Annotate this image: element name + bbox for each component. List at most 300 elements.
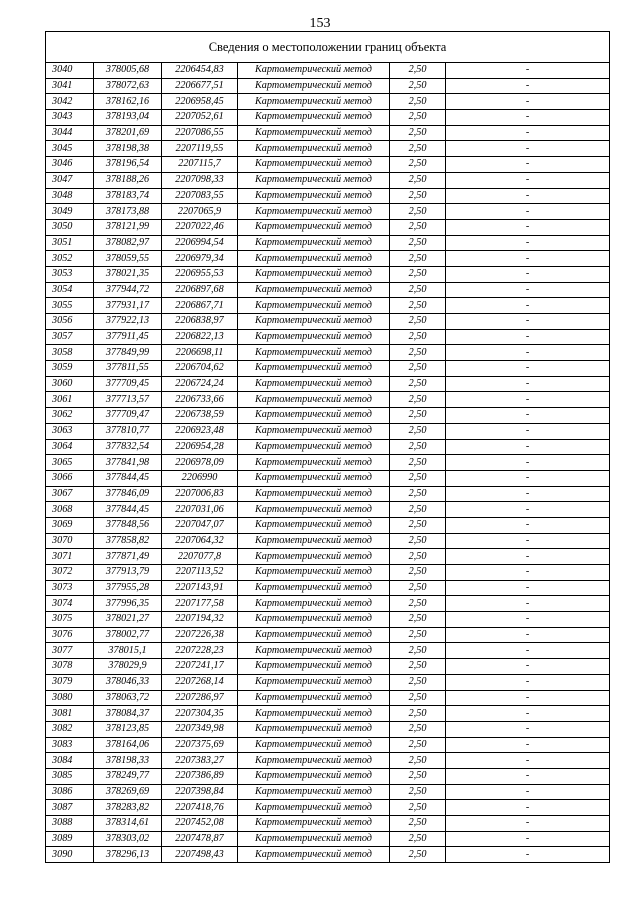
x-coordinate-cell: 378015,1 <box>94 643 162 659</box>
method-cell: Картометрический метод <box>238 847 390 863</box>
precision-cell: 2,50 <box>390 439 446 455</box>
precision-cell: 2,50 <box>390 204 446 220</box>
method-cell: Картометрический метод <box>238 361 390 377</box>
note-cell: - <box>446 549 610 565</box>
method-cell: Картометрический метод <box>238 141 390 157</box>
note-cell: - <box>446 314 610 330</box>
precision-cell: 2,50 <box>390 612 446 628</box>
precision-cell: 2,50 <box>390 659 446 675</box>
point-number-cell: 3070 <box>46 533 94 549</box>
y-coordinate-cell: 2206738,59 <box>162 408 238 424</box>
x-coordinate-cell: 377955,28 <box>94 580 162 596</box>
precision-cell: 2,50 <box>390 549 446 565</box>
note-cell: - <box>446 204 610 220</box>
note-cell: - <box>446 110 610 126</box>
precision-cell: 2,50 <box>390 455 446 471</box>
x-coordinate-cell: 378201,69 <box>94 125 162 141</box>
note-cell: - <box>446 345 610 361</box>
table-row <box>46 125 610 141</box>
y-coordinate-cell: 2206954,28 <box>162 439 238 455</box>
table-row <box>46 470 610 486</box>
y-coordinate-cell: 2207098,33 <box>162 172 238 188</box>
precision-cell: 2,50 <box>390 502 446 518</box>
x-coordinate-cell: 377811,55 <box>94 361 162 377</box>
y-coordinate-cell: 2207047,07 <box>162 517 238 533</box>
table-row <box>46 533 610 549</box>
method-cell: Картометрический метод <box>238 753 390 769</box>
precision-cell: 2,50 <box>390 78 446 94</box>
y-coordinate-cell: 2207031,06 <box>162 502 238 518</box>
table-row <box>46 674 610 690</box>
x-coordinate-cell: 378162,16 <box>94 94 162 110</box>
x-coordinate-cell: 377996,35 <box>94 596 162 612</box>
y-coordinate-cell: 2206979,34 <box>162 251 238 267</box>
note-cell: - <box>446 690 610 706</box>
y-coordinate-cell: 2207226,38 <box>162 627 238 643</box>
y-coordinate-cell: 2206838,97 <box>162 314 238 330</box>
table-row <box>46 643 610 659</box>
y-coordinate-cell: 2206990 <box>162 470 238 486</box>
x-coordinate-cell: 378021,27 <box>94 612 162 628</box>
x-coordinate-cell: 377844,45 <box>94 502 162 518</box>
y-coordinate-cell: 2207228,23 <box>162 643 238 659</box>
table-row <box>46 94 610 110</box>
precision-cell: 2,50 <box>390 329 446 345</box>
method-cell: Картометрический метод <box>238 219 390 235</box>
table-row <box>46 376 610 392</box>
table-row <box>46 314 610 330</box>
precision-cell: 2,50 <box>390 125 446 141</box>
precision-cell: 2,50 <box>390 376 446 392</box>
note-cell: - <box>446 94 610 110</box>
method-cell: Картометрический метод <box>238 580 390 596</box>
note-cell: - <box>446 517 610 533</box>
y-coordinate-cell: 2206822,13 <box>162 329 238 345</box>
method-cell: Картометрический метод <box>238 266 390 282</box>
y-coordinate-cell: 2207083,55 <box>162 188 238 204</box>
x-coordinate-cell: 377913,79 <box>94 565 162 581</box>
method-cell: Картометрический метод <box>238 282 390 298</box>
precision-cell: 2,50 <box>390 831 446 847</box>
point-number-cell: 3057 <box>46 329 94 345</box>
precision-cell: 2,50 <box>390 596 446 612</box>
table-row <box>46 392 610 408</box>
table-row <box>46 63 610 79</box>
x-coordinate-cell: 378021,35 <box>94 266 162 282</box>
x-coordinate-cell: 378296,13 <box>94 847 162 863</box>
table-row <box>46 486 610 502</box>
x-coordinate-cell: 377832,54 <box>94 439 162 455</box>
note-cell: - <box>446 63 610 79</box>
y-coordinate-cell: 2207398,84 <box>162 784 238 800</box>
note-cell: - <box>446 172 610 188</box>
y-coordinate-cell: 2207143,91 <box>162 580 238 596</box>
table-row <box>46 329 610 345</box>
table-row <box>46 659 610 675</box>
note-cell: - <box>446 282 610 298</box>
y-coordinate-cell: 2206698,11 <box>162 345 238 361</box>
note-cell: - <box>446 565 610 581</box>
note-cell: - <box>446 157 610 173</box>
table-row <box>46 408 610 424</box>
x-coordinate-cell: 378303,02 <box>94 831 162 847</box>
point-number-cell: 3058 <box>46 345 94 361</box>
point-number-cell: 3082 <box>46 721 94 737</box>
note-cell: - <box>446 831 610 847</box>
x-coordinate-cell: 378173,88 <box>94 204 162 220</box>
point-number-cell: 3040 <box>46 63 94 79</box>
method-cell: Картометрический метод <box>238 565 390 581</box>
y-coordinate-cell: 2207177,58 <box>162 596 238 612</box>
table-row <box>46 110 610 126</box>
point-number-cell: 3063 <box>46 423 94 439</box>
precision-cell: 2,50 <box>390 768 446 784</box>
note-cell: - <box>446 423 610 439</box>
precision-cell: 2,50 <box>390 188 446 204</box>
method-cell: Картометрический метод <box>238 125 390 141</box>
x-coordinate-cell: 378082,97 <box>94 235 162 251</box>
point-number-cell: 3047 <box>46 172 94 188</box>
point-number-cell: 3060 <box>46 376 94 392</box>
note-cell: - <box>446 188 610 204</box>
table-row <box>46 219 610 235</box>
x-coordinate-cell: 377849,99 <box>94 345 162 361</box>
precision-cell: 2,50 <box>390 627 446 643</box>
x-coordinate-cell: 378314,61 <box>94 816 162 832</box>
table-row <box>46 502 610 518</box>
point-number-cell: 3046 <box>46 157 94 173</box>
point-number-cell: 3045 <box>46 141 94 157</box>
precision-cell: 2,50 <box>390 690 446 706</box>
x-coordinate-cell: 378198,38 <box>94 141 162 157</box>
method-cell: Картометрический метод <box>238 329 390 345</box>
precision-cell: 2,50 <box>390 219 446 235</box>
table-row <box>46 596 610 612</box>
note-cell: - <box>446 737 610 753</box>
point-number-cell: 3077 <box>46 643 94 659</box>
y-coordinate-cell: 2207113,52 <box>162 565 238 581</box>
precision-cell: 2,50 <box>390 423 446 439</box>
table-row <box>46 78 610 94</box>
x-coordinate-cell: 378193,04 <box>94 110 162 126</box>
note-cell: - <box>446 816 610 832</box>
note-cell: - <box>446 408 610 424</box>
precision-cell: 2,50 <box>390 486 446 502</box>
note-cell: - <box>446 768 610 784</box>
note-cell: - <box>446 361 610 377</box>
table-row <box>46 721 610 737</box>
method-cell: Картометрический метод <box>238 502 390 518</box>
x-coordinate-cell: 377846,09 <box>94 486 162 502</box>
point-number-cell: 3081 <box>46 706 94 722</box>
method-cell: Картометрический метод <box>238 298 390 314</box>
note-cell: - <box>446 455 610 471</box>
x-coordinate-cell: 377931,17 <box>94 298 162 314</box>
precision-cell: 2,50 <box>390 282 446 298</box>
y-coordinate-cell: 2207119,55 <box>162 141 238 157</box>
method-cell: Картометрический метод <box>238 408 390 424</box>
y-coordinate-cell: 2207418,76 <box>162 800 238 816</box>
note-cell: - <box>446 706 610 722</box>
note-cell: - <box>446 753 610 769</box>
point-number-cell: 3043 <box>46 110 94 126</box>
method-cell: Картометрический метод <box>238 831 390 847</box>
method-cell: Картометрический метод <box>238 314 390 330</box>
x-coordinate-cell: 378249,77 <box>94 768 162 784</box>
note-cell: - <box>446 486 610 502</box>
point-number-cell: 3044 <box>46 125 94 141</box>
y-coordinate-cell: 2207006,83 <box>162 486 238 502</box>
method-cell: Картометрический метод <box>238 188 390 204</box>
precision-cell: 2,50 <box>390 721 446 737</box>
x-coordinate-cell: 378084,37 <box>94 706 162 722</box>
precision-cell: 2,50 <box>390 408 446 424</box>
table-row <box>46 157 610 173</box>
x-coordinate-cell: 377858,82 <box>94 533 162 549</box>
table-row <box>46 423 610 439</box>
x-coordinate-cell: 378046,33 <box>94 674 162 690</box>
table-row <box>46 580 610 596</box>
y-coordinate-cell: 2207386,89 <box>162 768 238 784</box>
precision-cell: 2,50 <box>390 298 446 314</box>
table-row <box>46 361 610 377</box>
note-cell: - <box>446 235 610 251</box>
precision-cell: 2,50 <box>390 235 446 251</box>
precision-cell: 2,50 <box>390 800 446 816</box>
point-number-cell: 3075 <box>46 612 94 628</box>
method-cell: Картометрический метод <box>238 721 390 737</box>
table-row <box>46 690 610 706</box>
method-cell: Картометрический метод <box>238 643 390 659</box>
y-coordinate-cell: 2207052,61 <box>162 110 238 126</box>
precision-cell: 2,50 <box>390 470 446 486</box>
method-cell: Картометрический метод <box>238 517 390 533</box>
y-coordinate-cell: 2206923,48 <box>162 423 238 439</box>
y-coordinate-cell: 2207286,97 <box>162 690 238 706</box>
method-cell: Картометрический метод <box>238 690 390 706</box>
table-row <box>46 172 610 188</box>
x-coordinate-cell: 377709,45 <box>94 376 162 392</box>
y-coordinate-cell: 2207452,08 <box>162 816 238 832</box>
table-row <box>46 847 610 863</box>
table-row <box>46 784 610 800</box>
x-coordinate-cell: 377944,72 <box>94 282 162 298</box>
table-row <box>46 706 610 722</box>
note-cell: - <box>446 674 610 690</box>
table-row <box>46 517 610 533</box>
method-cell: Картометрический метод <box>238 549 390 565</box>
y-coordinate-cell: 2206454,83 <box>162 63 238 79</box>
point-number-cell: 3056 <box>46 314 94 330</box>
table-row <box>46 753 610 769</box>
table-row <box>46 204 610 220</box>
y-coordinate-cell: 2207194,32 <box>162 612 238 628</box>
method-cell: Картометрический метод <box>238 110 390 126</box>
note-cell: - <box>446 376 610 392</box>
method-cell: Картометрический метод <box>238 816 390 832</box>
precision-cell: 2,50 <box>390 172 446 188</box>
x-coordinate-cell: 377911,45 <box>94 329 162 345</box>
point-number-cell: 3078 <box>46 659 94 675</box>
table-row <box>46 565 610 581</box>
y-coordinate-cell: 2206724,24 <box>162 376 238 392</box>
table-row <box>46 251 610 267</box>
note-cell: - <box>446 329 610 345</box>
point-number-cell: 3066 <box>46 470 94 486</box>
point-number-cell: 3085 <box>46 768 94 784</box>
method-cell: Картометрический метод <box>238 784 390 800</box>
x-coordinate-cell: 378005,68 <box>94 63 162 79</box>
note-cell: - <box>446 392 610 408</box>
precision-cell: 2,50 <box>390 63 446 79</box>
method-cell: Картометрический метод <box>238 659 390 675</box>
point-number-cell: 3076 <box>46 627 94 643</box>
y-coordinate-cell: 2206958,45 <box>162 94 238 110</box>
page-number: 153 <box>309 16 331 31</box>
table-row <box>46 549 610 565</box>
note-cell: - <box>446 219 610 235</box>
x-coordinate-cell: 377871,49 <box>94 549 162 565</box>
note-cell: - <box>446 533 610 549</box>
table-row <box>46 737 610 753</box>
note-cell: - <box>446 847 610 863</box>
note-cell: - <box>446 141 610 157</box>
precision-cell: 2,50 <box>390 266 446 282</box>
y-coordinate-cell: 2207241,17 <box>162 659 238 675</box>
x-coordinate-cell: 377848,56 <box>94 517 162 533</box>
precision-cell: 2,50 <box>390 784 446 800</box>
method-cell: Картометрический метод <box>238 345 390 361</box>
point-number-cell: 3080 <box>46 690 94 706</box>
point-number-cell: 3090 <box>46 847 94 863</box>
y-coordinate-cell: 2206867,71 <box>162 298 238 314</box>
note-cell: - <box>446 266 610 282</box>
note-cell: - <box>446 721 610 737</box>
point-number-cell: 3084 <box>46 753 94 769</box>
table-row <box>46 298 610 314</box>
method-cell: Картометрический метод <box>238 439 390 455</box>
x-coordinate-cell: 378196,54 <box>94 157 162 173</box>
precision-cell: 2,50 <box>390 533 446 549</box>
precision-cell: 2,50 <box>390 816 446 832</box>
x-coordinate-cell: 378123,85 <box>94 721 162 737</box>
y-coordinate-cell: 2206897,68 <box>162 282 238 298</box>
note-cell: - <box>446 596 610 612</box>
point-number-cell: 3048 <box>46 188 94 204</box>
point-number-cell: 3064 <box>46 439 94 455</box>
method-cell: Картометрический метод <box>238 627 390 643</box>
point-number-cell: 3051 <box>46 235 94 251</box>
point-number-cell: 3053 <box>46 266 94 282</box>
method-cell: Картометрический метод <box>238 392 390 408</box>
point-number-cell: 3088 <box>46 816 94 832</box>
table-row <box>46 816 610 832</box>
method-cell: Картометрический метод <box>238 706 390 722</box>
precision-cell: 2,50 <box>390 110 446 126</box>
table-row <box>46 282 610 298</box>
y-coordinate-cell: 2207304,35 <box>162 706 238 722</box>
boundary-coordinates-table <box>45 31 610 863</box>
method-cell: Картометрический метод <box>238 63 390 79</box>
point-number-cell: 3069 <box>46 517 94 533</box>
method-cell: Картометрический метод <box>238 251 390 267</box>
method-cell: Картометрический метод <box>238 533 390 549</box>
precision-cell: 2,50 <box>390 580 446 596</box>
precision-cell: 2,50 <box>390 847 446 863</box>
note-cell: - <box>446 298 610 314</box>
y-coordinate-cell: 2206733,66 <box>162 392 238 408</box>
point-number-cell: 3055 <box>46 298 94 314</box>
x-coordinate-cell: 378063,72 <box>94 690 162 706</box>
precision-cell: 2,50 <box>390 345 446 361</box>
precision-cell: 2,50 <box>390 565 446 581</box>
y-coordinate-cell: 2206955,53 <box>162 266 238 282</box>
x-coordinate-cell: 378029,9 <box>94 659 162 675</box>
point-number-cell: 3054 <box>46 282 94 298</box>
table-row <box>46 141 610 157</box>
point-number-cell: 3079 <box>46 674 94 690</box>
table-row <box>46 768 610 784</box>
precision-cell: 2,50 <box>390 361 446 377</box>
precision-cell: 2,50 <box>390 517 446 533</box>
method-cell: Картометрический метод <box>238 612 390 628</box>
table-row <box>46 266 610 282</box>
x-coordinate-cell: 377713,57 <box>94 392 162 408</box>
method-cell: Картометрический метод <box>238 204 390 220</box>
point-number-cell: 3041 <box>46 78 94 94</box>
table-row <box>46 455 610 471</box>
method-cell: Картометрический метод <box>238 674 390 690</box>
y-coordinate-cell: 2207065,9 <box>162 204 238 220</box>
point-number-cell: 3068 <box>46 502 94 518</box>
x-coordinate-cell: 377841,98 <box>94 455 162 471</box>
point-number-cell: 3072 <box>46 565 94 581</box>
method-cell: Картометрический метод <box>238 737 390 753</box>
table-row <box>46 612 610 628</box>
table-row <box>46 831 610 847</box>
method-cell: Картометрический метод <box>238 800 390 816</box>
table-title-row <box>46 32 610 63</box>
point-number-cell: 3052 <box>46 251 94 267</box>
table-row <box>46 345 610 361</box>
note-cell: - <box>446 800 610 816</box>
x-coordinate-cell: 378188,26 <box>94 172 162 188</box>
note-cell: - <box>446 580 610 596</box>
y-coordinate-cell: 2206994,54 <box>162 235 238 251</box>
note-cell: - <box>446 502 610 518</box>
table-row <box>46 439 610 455</box>
x-coordinate-cell: 378164,06 <box>94 737 162 753</box>
note-cell: - <box>446 659 610 675</box>
note-cell: - <box>446 439 610 455</box>
y-coordinate-cell: 2207022,46 <box>162 219 238 235</box>
point-number-cell: 3042 <box>46 94 94 110</box>
x-coordinate-cell: 377810,77 <box>94 423 162 439</box>
x-coordinate-cell: 378002,77 <box>94 627 162 643</box>
method-cell: Картометрический метод <box>238 423 390 439</box>
table-row <box>46 188 610 204</box>
precision-cell: 2,50 <box>390 251 446 267</box>
point-number-cell: 3074 <box>46 596 94 612</box>
table-body <box>46 63 610 863</box>
x-coordinate-cell: 378121,99 <box>94 219 162 235</box>
precision-cell: 2,50 <box>390 674 446 690</box>
table-title: Сведения о местоположении границ объекта <box>46 32 610 63</box>
y-coordinate-cell: 2207478,87 <box>162 831 238 847</box>
method-cell: Картометрический метод <box>238 596 390 612</box>
method-cell: Картометрический метод <box>238 376 390 392</box>
point-number-cell: 3086 <box>46 784 94 800</box>
